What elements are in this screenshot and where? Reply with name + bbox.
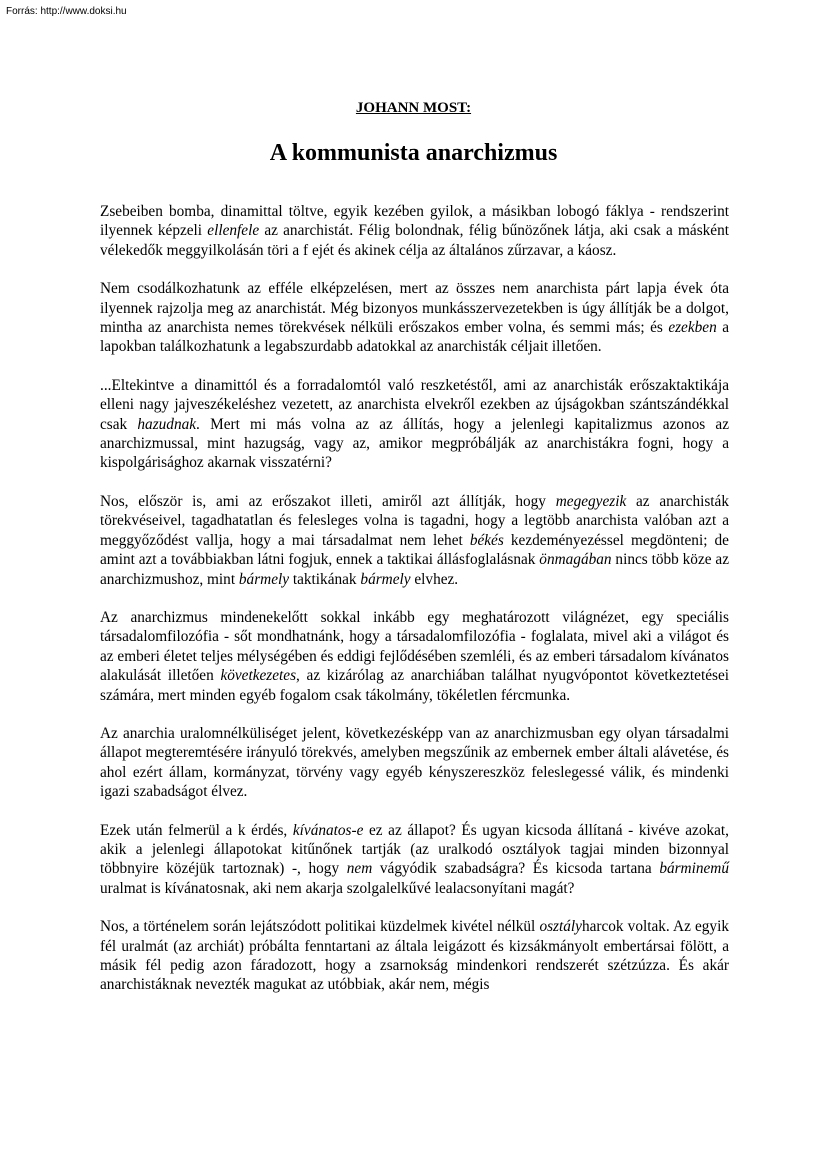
- text-run: . Mert mi más volna az az állítás, hogy a jelenlegi kapitalizmus azonos az anarchizmussal, mint hazugság, vagy az, amikor megpróbálják az anarchistákra fogni, hogy a kispolgárisághoz akarnak visszatérni?: [100, 415, 729, 472]
- text-run: ...Eltekintve a dinamittól és a forradalomtól való reszketéstől, ami az anarchisták erőszaktaktikája elleni nagy jajveszékeléshez vezetett, az anarchista elvekről ezekben az újságokban szántszándékkal csak: [100, 376, 729, 433]
- emphasized-text: ezekben: [668, 319, 717, 337]
- source-line: Forrás: http://www.doksi.hu: [6, 6, 127, 17]
- body-text: [100, 202, 729, 1014]
- text-run: Nos, a történelem során lejátszódott politikai küzdelmek kivétel nélkül: [100, 918, 540, 936]
- text-run: az anarchisták törekvéseivel, tagadhatatlan és felesleges volna is tagadni, hogy a legtöbb anarchista valóban azt a meggyőződést vallja, hogy a mai társadalmat nem lehet: [100, 492, 729, 549]
- text-run: kezdeményezéssel megdönteni; de amint azt a továbbiakban látni fogjuk, ennek a taktikai állásfoglalásnak: [100, 531, 729, 569]
- text-run: Zsebeiben bomba, dinamittal töltve, egyik kezében gyilok, a másikban lobogó fáklya - rendszerint ilyennek képzeli: [100, 203, 729, 240]
- text-run: , az kizárólag az anarchiában találhat nyugvópontot következtetései számára, mert minden egyéb fogalom csak tákolmány, tökéletlen fércmunka.: [100, 667, 729, 704]
- text-run: Az anarchizmus mindenekelőtt sokkal inkább egy meghatározott világnézet, egy speciális társadalomfilozófia - sőt mondhatnánk, hogy a társadalomfilozófia - foglalata, mivel aki a világot és az emberi életet teljes mélységében és eddigi fejlődésében szemléli, és az emberi társadalom kívánatos alakulását illetően: [100, 608, 729, 685]
- text-run: nincs több köze az anarchizmushoz, mint: [100, 551, 729, 588]
- text-run: Az anarchia uralomnélküliséget jelent, következésképp van az anarchizmusban egy olyan társadalmi állapot megteremtésére irányuló törekvés, amelyben megszűnik az embernek ember általi alávetése, és ahol ezért állam, kormányzat, törvény vagy egyéb kényszereszköz feleslegessé válik, és mindenki igazi szabadságot élvez.: [100, 724, 729, 801]
- emphasized-text: megegyezik: [555, 492, 627, 510]
- document-title: A kommunista anarchizmus: [269, 140, 558, 166]
- emphasized-text: nem: [346, 860, 373, 878]
- author-heading: JOHANN MOST:: [355, 100, 472, 116]
- paragraph: [100, 917, 729, 995]
- emphasized-text: békés: [469, 531, 504, 549]
- emphasized-text: bármely: [238, 570, 290, 588]
- paragraph: [100, 202, 729, 260]
- text-run: Nem csodálkozhatunk az efféle elképzelésen, mert az összes nem anarchista párt lapja évek óta ilyennek rajzolja meg az anarchistát. Még bizonyos munkásszervezetekben is úgy állítják be a dolgot, mintha az anarchista nemes törekvések nélküli erőszakos ember volna, és semmi más; és: [100, 280, 729, 337]
- text-run: az anarchistát. Félig bolondnak, félig bűnözőnek látja, aki csak a másként vélekedők meggyilkolásán töri a f ejét és akinek célja az általános zűrzavar, a káosz.: [100, 222, 729, 259]
- emphasized-text: ellenfele: [207, 222, 260, 240]
- emphasized-text: hazudnak: [137, 415, 197, 433]
- paragraph: [100, 279, 729, 357]
- paragraph: [100, 821, 729, 899]
- text-run: a lapokban találkozhatunk a legabszurdabb adatokkal az anarchisták céljait illetően.: [100, 319, 729, 356]
- emphasized-text: bárminemű: [659, 860, 729, 878]
- emphasized-text: kívánatos-e: [292, 821, 364, 839]
- emphasized-text: bármely: [360, 570, 411, 588]
- text-run: vágyódik szabadságra? És kicsoda tartana: [372, 860, 660, 878]
- emphasized-text: osztály: [539, 918, 582, 936]
- paragraph: [100, 724, 729, 802]
- text-run: uralmat is kívánatosnak, aki nem akarja szolgalelkűvé lealacsonyítani magát?: [100, 879, 575, 897]
- paragraph: [100, 376, 729, 473]
- text-run: ez az állapot? És ugyan kicsoda állítaná - kivéve azokat, akik a jelenlegi állapotokat kitűnőnek tartják (az uralkodó osztályok tagjai minden bizonnyal többnyire közéjük tartoznak) -, hogy: [100, 821, 729, 878]
- text-run: elvhez.: [410, 570, 459, 588]
- emphasized-text: következetes: [220, 667, 297, 685]
- emphasized-text: önmagában: [539, 551, 612, 569]
- paragraph: [100, 608, 729, 705]
- paragraph: [100, 492, 729, 589]
- text-run: Ezek után felmerül a k érdés,: [100, 821, 293, 839]
- text-run: harcok voltak. Az egyik fél uralmát (az archiát) próbálta fenntartani az általa leigázott és kizsákmányolt embertársai fölött, a másik fél pedig azon fáradozott, hogy a zsarnokság mindenkori rendszerét szétzúzza. És akár anarchistáknak nevezték magukat az utóbbiak, akár nem, mégis: [100, 918, 729, 994]
- text-run: Nos, először is, ami az erőszakot illeti, amiről azt állítják, hogy: [100, 492, 556, 510]
- text-run: taktikának: [289, 570, 361, 588]
